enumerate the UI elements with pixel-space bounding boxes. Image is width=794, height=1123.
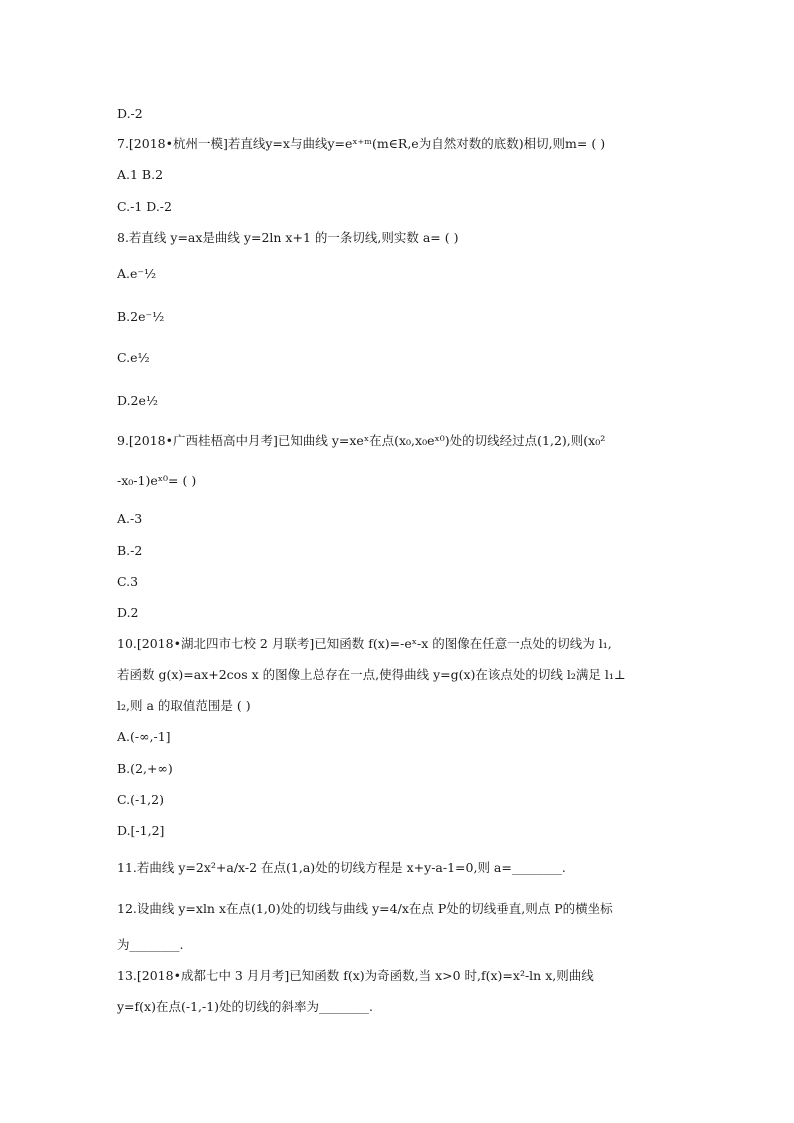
option-a-10: A.(-∞,-1] <box>117 729 171 744</box>
question-7: 7.[2018•杭州一模]若直线y=x与曲线y=eˣ⁺ᵐ(m∈R,e为自然对数的底数)相切,则m= ( ) <box>117 136 606 151</box>
question-9-line-1: 9.[2018•广西桂梧高中月考]已知曲线 y=xeˣ在点(x₀,x₀eˣ⁰)处的切线经过点(1,2),则(x₀² <box>117 433 606 448</box>
question-9-line-2: -x₀-1)eˣ⁰= ( ) <box>117 473 197 488</box>
question-13-line-1: 13.[2018•成都七中 3 月月考]已知函数 f(x)为奇函数,当 x>0 时,f(x)=x²-ln x,则曲线 <box>117 968 594 983</box>
option-d-9: D.2 <box>117 605 139 620</box>
option-cd-7: C.-1 D.-2 <box>117 199 172 214</box>
option-d-10: D.[-1,2] <box>117 823 165 838</box>
option-d-6: D.-2 <box>117 106 143 121</box>
option-b-10: B.(2,+∞) <box>117 761 173 776</box>
question-10-line-3: l₂,则 a 的取值范围是 ( ) <box>117 698 251 713</box>
option-a-9: A.-3 <box>117 511 143 526</box>
option-b-8: B.2e⁻½ <box>117 309 165 324</box>
question-8: 8.若直线 y=ax是曲线 y=2ln x+1 的一条切线,则实数 a= ( ) <box>117 230 459 245</box>
option-ab-7: A.1 B.2 <box>117 167 164 182</box>
question-10-line-1: 10.[2018•湖北四市七校 2 月联考]已知函数 f(x)=-eˣ-x 的图像在任意一点处的切线为 l₁, <box>117 636 612 651</box>
option-b-9: B.-2 <box>117 543 143 558</box>
question-11: 11.若曲线 y=2x²+a/x-2 在点(1,a)处的切线方程是 x+y-a-1=0,则 a=________. <box>117 860 566 875</box>
option-c-9: C.3 <box>117 574 139 589</box>
question-12-line-2: 为________. <box>117 937 184 952</box>
option-d-8: D.2e½ <box>117 393 159 408</box>
question-10-line-2: 若函数 g(x)=ax+2cos x 的图像上总存在一点,使得曲线 y=g(x)在该点处的切线 l₂满足 l₁⊥ <box>117 667 626 682</box>
question-13-line-2: y=f(x)在点(-1,-1)处的切线的斜率为________. <box>117 999 374 1014</box>
option-a-8: A.e⁻½ <box>117 266 157 281</box>
option-c-8: C.e½ <box>117 350 150 365</box>
option-c-10: C.(-1,2) <box>117 792 164 807</box>
question-12-line-1: 12.设曲线 y=xln x在点(1,0)处的切线与曲线 y=4/x在点 P处的切线垂直,则点 P的横坐标 <box>117 901 613 916</box>
